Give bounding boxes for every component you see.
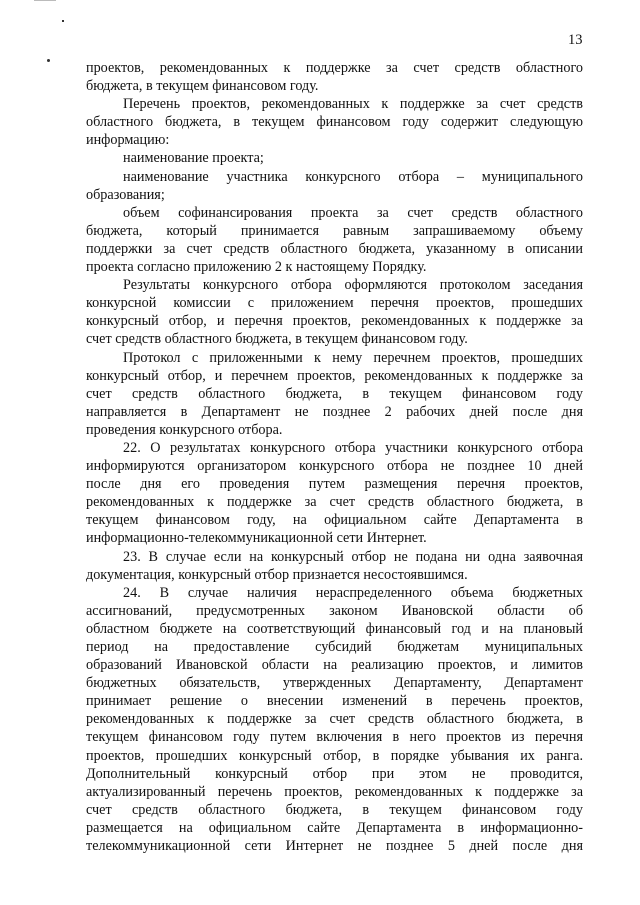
text-line: после дня его проведения путем размещения перечня проектов, [86, 476, 583, 493]
scan-speck [62, 20, 64, 22]
text-line: 23. В случае если на конкурсный отбор не подана ни одна заявочная [123, 548, 583, 565]
text-line: бюджетных обязательств, утвержденных Департаменту, Департамент [86, 675, 583, 692]
text-line: проведения конкурсного отбора. [86, 421, 283, 438]
text-line: бюджета, в текущем финансовом году. [86, 78, 319, 95]
scan-speck [47, 59, 50, 62]
text-line: проекта согласно приложению 2 к настоящему Порядку. [86, 259, 427, 276]
text-line: счет средств областного бюджета, в текущем финансовом году [86, 385, 583, 402]
text-line: рекомендованных к поддержке за счет средств областного бюджета, в [86, 494, 583, 511]
text-line: проектов, рекомендованных к поддержке за счет средств областного [86, 60, 583, 76]
text-line: телекоммуникационной сети Интернет не позднее 5 дней после дня [86, 838, 583, 855]
text-line: размещается на официальном сайте Департамента в информационно- [86, 819, 583, 836]
text-line: образований Ивановской области на реализацию проектов, и лимитов [86, 657, 583, 674]
text-line: Дополнительный конкурсный отбор при этом не проводится, [86, 765, 583, 782]
text-line: текущем финансовом году, на официальном сайте Департамента в [86, 512, 583, 529]
text-line: наименование участника конкурсного отбора – муниципального [123, 168, 583, 185]
text-line: образования; [86, 186, 165, 203]
text-line: конкурсный отбор, и перечня проектов, рекомендованных к поддержке за [86, 313, 583, 330]
text-line: Результаты конкурсного отбора оформляются протоколом заседания [123, 277, 583, 294]
text-line: Перечень проектов, рекомендованных к поддержке за счет средств [123, 96, 583, 113]
text-line: 22. О результатах конкурсного отбора участники конкурсного отбора [123, 439, 583, 456]
text-line: информируются организатором конкурсного отбора не позднее 10 дней [86, 458, 583, 475]
text-line: поддержки за счет средств областного бюджета, указанному в описании [86, 240, 583, 257]
text-line: рекомендованных к поддержке за счет средств областного бюджета, в [86, 711, 583, 728]
text-line: счет средств областного бюджета, в текущем финансовом году. [86, 331, 468, 348]
text-line: проектов, прошедших конкурсный отбор, в порядке убывания их ранга. [86, 747, 583, 764]
text-line: конкурсный отбор, и перечнем проектов, рекомендованных к поддержке за [86, 367, 583, 384]
text-line: актуализированный перечень проектов, рекомендованных к поддержке за [86, 783, 583, 800]
text-line: информационно-телекоммуникационной сети Интернет. [86, 530, 427, 547]
text-line: счет средств областного бюджета, в текущем финансовом году [86, 801, 583, 818]
text-line: принимает решение о внесении изменений в перечень проектов, [86, 693, 583, 710]
text-line: текущем финансовом году путем включения в него проектов из перечня [86, 729, 583, 746]
text-line: период на предоставление субсидий бюджетам муниципальных [86, 639, 583, 655]
text-line: конкурсной комиссии с приложением перечня проектов, прошедших [86, 295, 583, 312]
text-line: областном бюджете на соответствующий финансовый год и на плановый [86, 620, 583, 637]
text-line: 24. В случае наличия нераспределенного объема бюджетных [123, 584, 583, 601]
scan-artifact [34, 0, 56, 1]
text-line: областного бюджета, в текущем финансовом году содержит следующую [86, 114, 583, 131]
document-body [86, 59, 583, 855]
text-line: наименование проекта; [123, 150, 264, 167]
text-line: Протокол с приложенными к нему перечнем проектов, прошедших [123, 349, 583, 366]
text-line: бюджета, который принимается равным запрашиваемому объему [86, 222, 583, 239]
text-line: объем софинансирования проекта за счет средств областного [123, 204, 583, 221]
text-line: направляется в Департамент не позднее 2 рабочих дней после дня [86, 403, 583, 420]
text-line: информацию: [86, 132, 170, 149]
text-line: документация, конкурсный отбор признается несостоявшимся. [86, 566, 468, 583]
text-line: ассигнований, предусмотренных законом Ивановской области об [86, 602, 583, 619]
page-number: 13 [568, 32, 583, 48]
